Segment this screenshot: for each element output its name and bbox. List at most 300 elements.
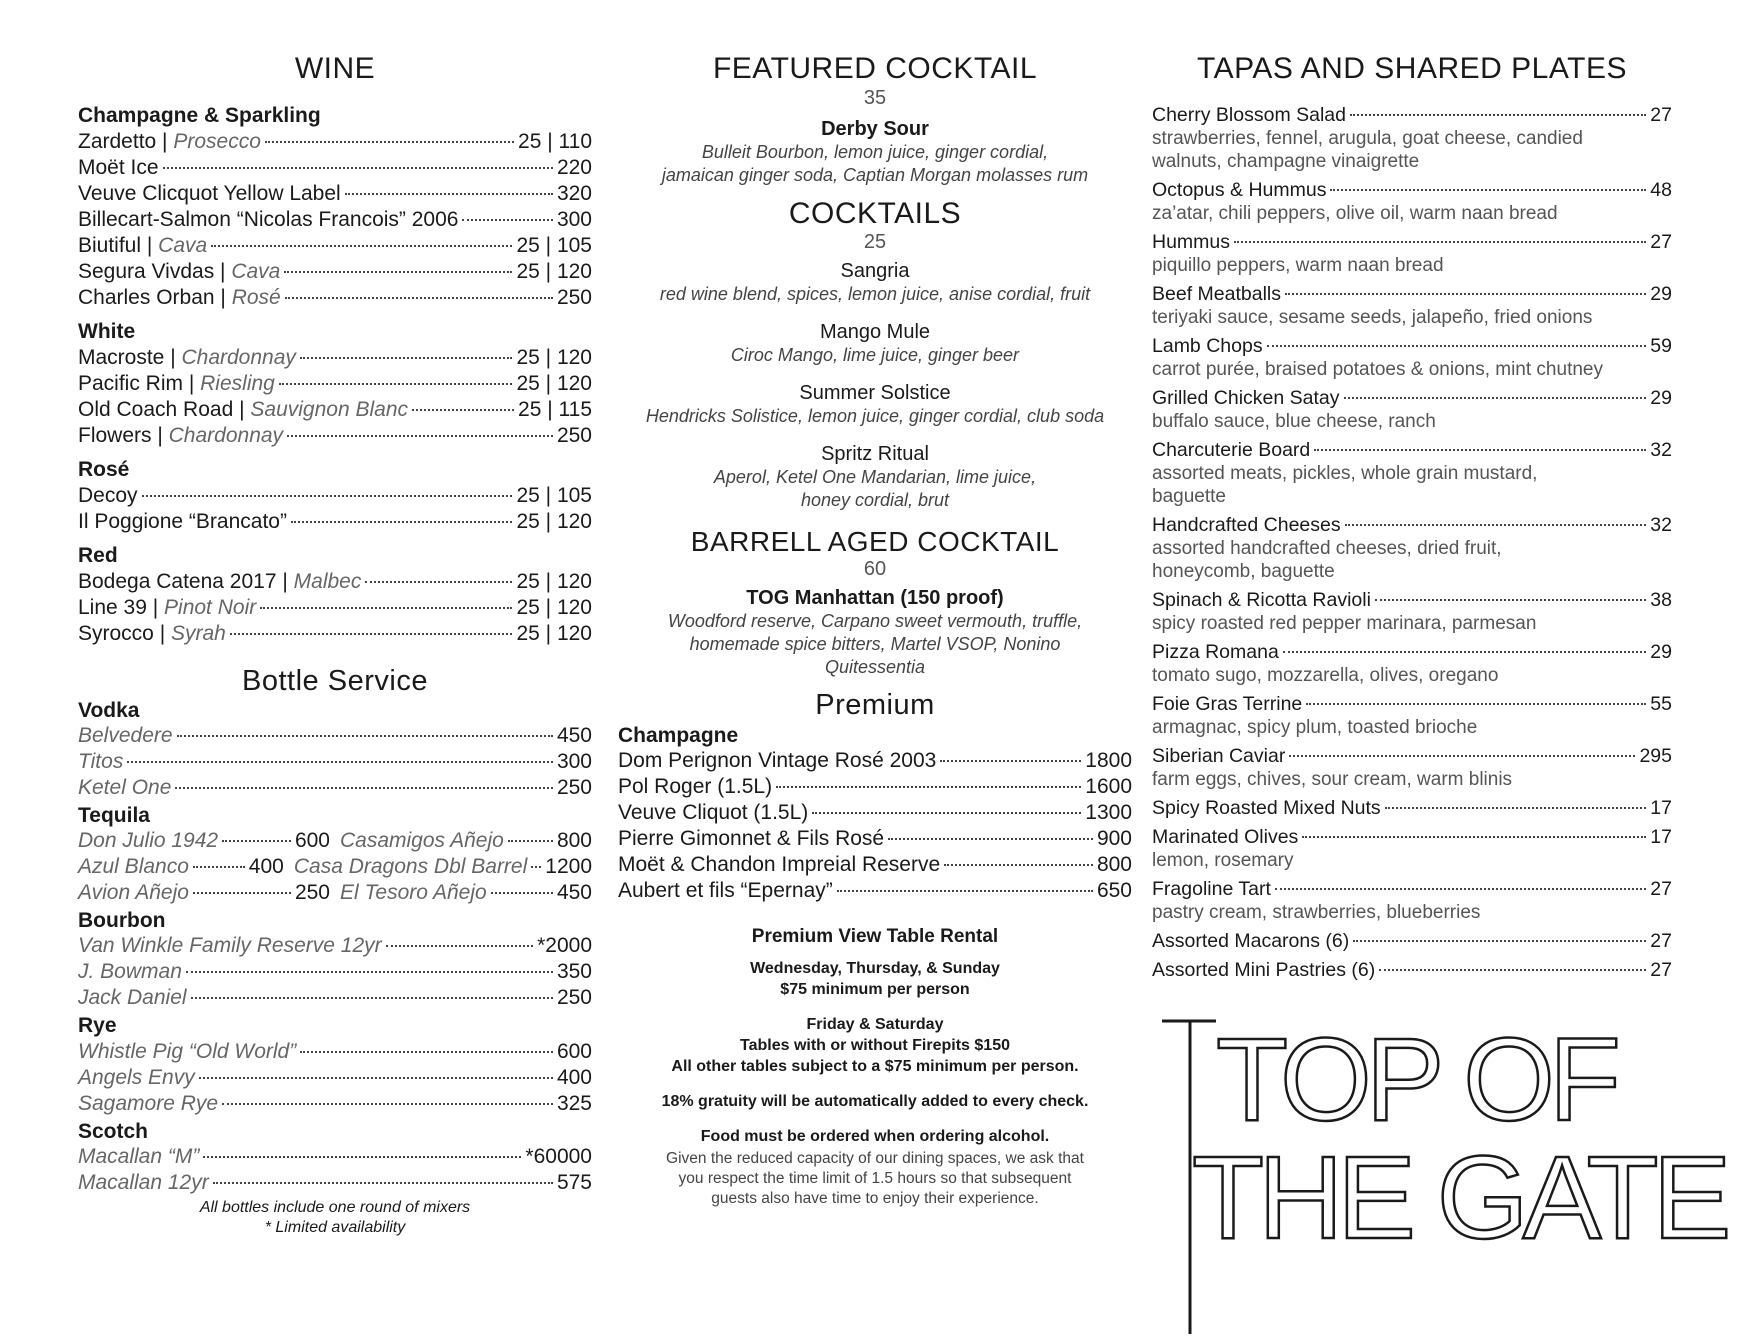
dot-leader [1267,345,1647,347]
item-price: 17 [1650,825,1672,848]
featured-desc-2: jamaican ginger soda, Captian Morgan molasses rum [661,164,1089,185]
item-price: 900 [1096,826,1132,850]
wine-item [78,259,592,285]
tapas-item [1152,825,1672,872]
wine-item [78,483,592,509]
dot-leader [291,521,513,523]
item-name: Aubert et fils “Epernay” [618,878,833,902]
item-name: Flowers | Chardonnay [78,423,284,447]
item-name: Handcrafted Cheeses [1152,513,1341,536]
rental-weekday [618,958,1132,1000]
cocktail-column [618,52,1132,1209]
tequila-row [78,880,592,906]
item-name: Assorted Mini Pastries (6) [1152,958,1376,981]
rye-item [78,1039,592,1065]
item-name: Sagamore Rye [78,1091,219,1115]
dot-leader [1306,703,1646,705]
item-style: Cava [158,233,208,257]
cocktail-item [618,259,1132,306]
tequila-item [78,880,330,906]
item-name: Marinated Olives [1152,825,1299,848]
tapas-row [1152,877,1672,901]
dot-leader [837,890,1093,892]
wine-item [78,397,592,423]
item-name: Pierre Gimonnet & Fils Rosé [618,826,885,850]
tapas-row [1152,825,1672,849]
item-price: 320 [556,181,592,205]
featured-title: FEATURED COCKTAIL [712,52,1038,85]
item-name: Belvedere [78,724,173,748]
rental-weekday-min: $75 minimum per person [780,980,970,998]
dot-leader [1345,524,1647,526]
tapas-desc: spicy roasted red pepper marinara, parmesan [1152,612,1537,634]
item-price: 27 [1650,958,1672,981]
item-style: Sauvignon Blanc [250,397,409,421]
rye-item [78,1091,592,1117]
item-price: 1300 [1085,800,1132,824]
item-price: 27 [1650,103,1672,126]
item-price: 1800 [1085,748,1132,772]
item-name: Decoy [78,483,138,507]
dot-leader [508,840,553,842]
tapas-desc: za’atar, chili peppers, olive oil, warm naan bread [1152,202,1558,224]
tapas-desc: pastry cream, strawberries, blueberries [1152,901,1481,923]
tapas-item [1152,929,1672,953]
dot-leader [287,435,553,437]
tapas-item [1152,282,1672,329]
item-name: Cherry Blossom Salad [1152,103,1346,126]
tapas-item [1152,103,1672,173]
dot-leader [193,866,245,868]
dot-leader [175,787,553,789]
item-name: Biutiful | Cava [78,233,208,257]
tapas-desc: tomato sugo, mozzarella, olives, oregano [1152,664,1499,686]
item-name: Foie Gras Terrine [1152,692,1303,715]
dot-leader [1283,651,1646,653]
item-style: Prosecco [173,129,261,153]
tapas-desc: baguette [1152,485,1226,507]
dot-leader [177,735,553,737]
dot-leader [1385,807,1647,809]
dot-leader [1302,836,1646,838]
item-name: Moët Ice [78,155,159,179]
wine-item [78,181,592,207]
item-price: 450 [556,724,592,748]
cocktail-name: Sangria [840,260,910,282]
dot-leader [1375,599,1646,601]
dot-leader [163,167,553,169]
dot-leader [412,409,514,411]
cocktails-title: COCKTAILS [788,196,962,230]
premium-item [618,826,1132,852]
item-style: Malbec [293,569,362,593]
dot-leader [222,1103,553,1105]
item-price: 25 | 120 [516,595,592,619]
tapas-row [1152,744,1672,768]
tapas-row [1152,178,1672,202]
wine-item [78,621,592,647]
tequila-item [294,854,592,880]
barrel-cocktail [618,586,1132,679]
barrel-price: 60 [863,558,887,581]
dot-leader [1330,189,1646,191]
tapas-row [1152,929,1672,953]
premium-list [618,748,1132,904]
wine-sections [78,103,592,647]
item-name: Charcuterie Board [1152,438,1311,461]
dot-leader [186,971,553,973]
premium-item [618,800,1132,826]
item-style: Cava [231,259,281,283]
item-name: Pacific Rim | Riesling [78,371,275,395]
item-name: Moët & Chandon Impreial Reserve [618,852,941,876]
rental-other-tables: All other tables subject to a $75 minimum per person. [671,1057,1079,1075]
dot-leader [462,219,552,221]
item-name: Grilled Chicken Satay [1152,386,1340,409]
dot-leader [776,786,1081,788]
featured-desc-1: Bulleit Bourbon, lemon juice, ginger cordial, [701,141,1049,162]
featured-name: Derby Sour [821,117,929,140]
tapas-desc: buffalo sauce, blue cheese, ranch [1152,410,1436,432]
tequila-item [78,828,330,854]
item-price: 25 | 105 [516,233,592,257]
dot-leader [345,193,553,195]
item-price: 350 [556,960,592,984]
item-name: Spinach & Ricotta Ravioli [1152,588,1371,611]
item-name: Casa Dragons Dbl Barrel [293,855,528,879]
item-price: 17 [1650,796,1672,819]
premium-item [618,774,1132,800]
item-price: 25 | 105 [516,483,592,507]
item-price: 48 [1650,178,1672,201]
item-name: Hummus [1152,230,1231,253]
wine-item [78,285,592,311]
item-style: Chardonnay [168,423,284,447]
item-price: 600 [556,1039,592,1063]
item-price: 32 [1650,513,1672,536]
item-name: Charles Orban | Rosé [78,285,281,309]
bottle-note-limited: * Limited availability [264,1218,406,1236]
tapas-item [1152,178,1672,225]
cocktail-name: Mango Mule [819,321,931,343]
item-name: Line 39 | Pinot Noir [78,595,257,619]
wine-column [78,52,592,1238]
bottle-service-title: Bottle Service [242,664,428,697]
dot-leader [230,633,513,635]
dot-leader [1289,755,1635,757]
logo-line-2: THE GATE [1192,1132,1726,1264]
dot-leader [491,892,553,894]
item-style: Rosé [231,285,281,309]
wine-item [78,345,592,371]
tapas-row [1152,282,1672,306]
item-price: 25 | 120 [516,621,592,645]
tapas-desc: assorted meats, pickles, whole grain mustard, [1152,462,1538,484]
tapas-desc: teriyaki sauce, sesame seeds, jalapeño, fried onions [1152,306,1593,328]
dot-leader [285,297,553,299]
tequila-item [340,828,592,854]
cocktail-list [618,259,1132,512]
item-price: 300 [556,207,592,231]
tapas-desc: armagnac, spicy plum, toasted brioche [1152,716,1478,738]
dot-leader [199,1077,553,1079]
dot-leader [260,607,512,609]
item-style: Riesling [200,371,275,395]
dot-leader [1314,449,1646,451]
tapas-list [1152,103,1672,982]
item-name: El Tesoro Añejo [340,881,487,905]
tapas-title: TAPAS AND SHARED PLATES [1197,52,1627,85]
item-style: Chardonnay [181,345,296,369]
item-price: 250 [294,881,330,905]
tapas-row [1152,103,1672,127]
item-price: 32 [1650,438,1672,461]
wine-item [78,371,592,397]
bourbon-heading: Bourbon [78,909,166,933]
tapas-row [1152,692,1672,716]
item-name: Segura Vivdas | Cava [78,259,281,283]
item-name: Octopus & Hummus [1152,178,1327,201]
item-name: Siberian Caviar [1152,744,1286,767]
tapas-item [1152,640,1672,687]
item-name: Veuve Clicquot Yellow Label [78,181,341,205]
tapas-item [1152,386,1672,433]
item-price: 25 | 120 [516,371,592,395]
dot-leader [944,864,1093,866]
wine-item [78,423,592,449]
item-price: 450 [556,881,592,905]
dot-leader [222,840,291,842]
tapas-item [1152,513,1672,583]
item-name: Macallan 12yr [78,1170,209,1194]
wine-item [78,207,592,233]
tapas-desc: assorted handcrafted cheeses, dried fruit, [1152,537,1502,559]
item-name: Ketel One [78,776,172,800]
item-price: 250 [556,986,592,1010]
rye-item [78,1065,592,1091]
rye-list [78,1039,592,1117]
tapas-row [1152,640,1672,664]
item-price: 325 [556,1091,592,1115]
item-price: 27 [1650,230,1672,253]
tapas-item [1152,334,1672,381]
tapas-desc: piquillo peppers, warm naan bread [1152,254,1444,276]
barrel-name: TOG Manhattan (150 proof) [746,587,1004,610]
cocktail-desc: Ciroc Mango, lime juice, ginger beer [730,345,1020,365]
item-name: Beef Meatballs [1152,282,1281,305]
dot-leader [191,997,553,999]
vodka-list [78,723,592,801]
tapas-row [1152,438,1672,462]
item-name: Angels Envy [78,1065,195,1089]
tapas-item [1152,744,1672,791]
wine-item [78,569,592,595]
tapas-row [1152,958,1672,982]
item-price: 27 [1650,929,1672,952]
rental-weekday-days: Wednesday, Thursday, & Sunday [750,959,1000,977]
scotch-heading: Scotch [78,1119,149,1143]
item-price: 59 [1650,334,1672,357]
premium-item [618,852,1132,878]
tapas-column [1152,52,1672,987]
cocktail-item [618,442,1132,512]
top-of-the-gate-logo [1158,1014,1726,1336]
tapas-item [1152,438,1672,508]
item-price: 800 [1096,852,1132,876]
dot-leader [1285,293,1646,295]
cocktail-desc: Hendricks Solistice, lemon juice, ginger cordial, club soda [645,406,1105,426]
barrel-desc-3: Quitessentia [824,657,926,678]
bourbon-item [78,985,592,1011]
tapas-item [1152,796,1672,820]
cocktail-desc: honey cordial, brut [800,490,950,510]
dot-leader [940,760,1081,762]
item-price: 600 [294,829,330,853]
barrel-desc-2: homemade spice bitters, Martel VSOP, Nonino [689,634,1061,655]
vodka-item [78,723,592,749]
item-price: 29 [1650,386,1672,409]
dot-leader [193,892,291,894]
tapas-desc: walnuts, champagne vinaigrette [1152,150,1420,172]
bourbon-list [78,933,592,1011]
tequila-item [78,854,284,880]
dot-leader [213,1182,553,1184]
tapas-desc: farm eggs, chives, sour cream, warm blinis [1152,768,1513,790]
item-price: 220 [556,155,592,179]
wine-item [78,155,592,181]
wine-title: WINE [294,52,376,85]
item-price: 400 [248,855,284,879]
tequila-row [78,828,592,854]
item-name: Van Winkle Family Reserve 12yr [78,934,382,958]
item-price: 1600 [1085,774,1132,798]
rye-heading: Rye [78,1014,117,1038]
item-price: 250 [556,776,592,800]
tapas-item [1152,877,1672,924]
tapas-desc: carrot purée, braised potatoes & onions, mint chutney [1152,358,1603,380]
item-name: Spicy Roasted Mixed Nuts [1152,796,1381,819]
item-price: 38 [1650,588,1672,611]
item-price: 55 [1650,692,1672,715]
item-price: 800 [556,829,592,853]
item-name: Whistle Pig “Old World” [78,1039,297,1063]
item-price: *60000 [525,1144,592,1168]
tequila-row [78,854,592,880]
item-name: J. Bowman [78,960,182,984]
item-name: Pol Roger (1.5L) [618,774,773,798]
item-price: 300 [556,750,592,774]
barrel-title: BARRELL AGED COCKTAIL [690,526,1060,557]
item-name: Veuve Cliquot (1.5L) [618,800,809,824]
item-price: 1200 [545,855,592,879]
tapas-desc: honeycomb, baguette [1152,560,1335,582]
item-name: Assorted Macarons (6) [1152,929,1350,952]
vodka-item [78,775,592,801]
dot-leader [531,866,541,868]
item-name: Il Poggione “Brancato” [78,509,287,533]
food-note: Food must be ordered when ordering alcohol. [700,1127,1050,1145]
wine-item [78,509,592,535]
scotch-list [78,1144,592,1196]
logo-line-1: TOP OF [1216,1014,1615,1146]
wine-section-heading: Red [78,543,118,567]
tequila-item [340,880,592,906]
item-price: 650 [1096,878,1132,902]
dot-leader [888,838,1093,840]
tapas-row [1152,796,1672,820]
item-name: Avion Añejo [78,881,189,905]
item-price: 400 [556,1065,592,1089]
item-name: Macroste | Chardonnay [78,345,296,369]
premium-item [618,878,1132,904]
scotch-item [78,1144,592,1170]
featured-price: 35 [863,86,887,109]
item-price: 25 | 120 [516,509,592,533]
item-name: Old Coach Road | Sauvignon Blanc [78,397,409,421]
wine-item [78,233,592,259]
tapas-row [1152,513,1672,537]
item-price: 25 | 115 [518,397,592,421]
item-price: 250 [556,285,592,309]
tapas-item [1152,692,1672,739]
item-price: 25 | 120 [516,259,592,283]
item-name: Jack Daniel [78,986,187,1010]
cocktails-price: 25 [863,231,887,253]
dot-leader [1379,969,1646,971]
item-price: 29 [1650,282,1672,305]
rental-weekend-days: Friday & Saturday [806,1015,944,1033]
cocktail-item [618,320,1132,367]
wine-item [78,129,592,155]
cocktail-desc: red wine blend, spices, lemon juice, anise cordial, fruit [659,284,1091,304]
dot-leader [211,245,512,247]
item-price: *2000 [537,934,592,958]
dot-leader [1350,114,1646,116]
wine-section-heading: White [78,319,136,343]
scotch-item [78,1170,592,1196]
barrel-desc-1: Woodford reserve, Carpano sweet vermouth, truffle, [667,611,1083,632]
premium-title: Premium [815,689,935,722]
gratuity-note: 18% gratuity will be automatically added to every check. [661,1092,1089,1110]
dot-leader [1353,940,1646,942]
rental-title: Premium View Table Rental [751,925,999,947]
time-limit-note-3: guests also have time to enjoy their experience. [711,1189,1039,1207]
featured-cocktail [618,117,1132,187]
item-price: 295 [1639,744,1672,767]
tapas-desc: strawberries, fennel, arugula, goat cheese, candied [1152,127,1583,149]
premium-heading: Champagne [618,723,739,747]
item-price: 25 | 110 [518,129,592,153]
item-name: Zardetto | Prosecco [78,129,261,153]
vodka-item [78,749,592,775]
item-price: 575 [556,1170,592,1194]
table-rental-notes [618,926,1132,1209]
tequila-list [78,828,592,906]
dot-leader [284,271,512,273]
tapas-item [1152,588,1672,635]
item-name: Lamb Chops [1152,334,1263,357]
tapas-row [1152,386,1672,410]
bourbon-item [78,959,592,985]
item-name: Macallan “M” [78,1144,200,1168]
time-limit-note-1: Given the reduced capacity of our dining spaces, we ask that [666,1149,1084,1167]
premium-item [618,748,1132,774]
item-style: Syrah [170,621,226,645]
dot-leader [1234,241,1646,243]
item-name: Syrocco | Syrah [78,621,226,645]
tequila-heading: Tequila [78,804,150,828]
tapas-row [1152,230,1672,254]
